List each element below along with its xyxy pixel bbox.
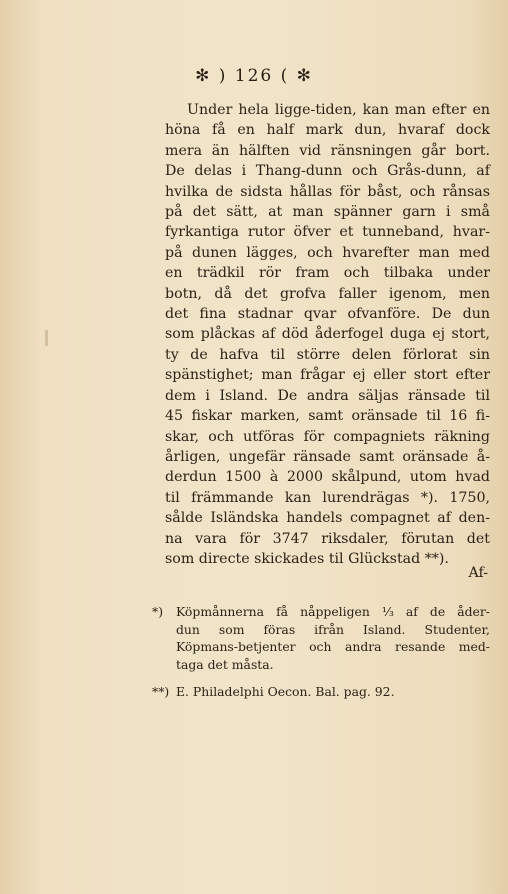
body-line: som plåckas af död åderfogel duga ej stort, [165,326,490,343]
footnote-line: Köpmans-betjenter och andra resande med- [176,639,490,654]
body-line: på dunen lägges, och hvarefter man med [165,244,490,261]
footnote-2 [152,683,490,701]
margin-mark [45,330,48,346]
body-line: skar, och utföras för compagniets räkning [165,428,490,445]
body-line: derdun 1500 à 2000 skålpund, utom hvad [165,469,490,486]
body-line: Under hela ligge-tiden, kan man efter en [187,102,490,118]
catchword: Af- [468,565,488,581]
body-line: ty de hafva til större delen förlorat sin [165,346,490,363]
body-line: mera än hälften vid ränsningen går bort. [165,142,490,159]
body-line: sålde Isländska handels compagnet af den- [165,510,490,527]
body-line: en trädkil rör fram och tilbaka under [165,265,490,282]
body-line: som directe skickades til Glückstad **). [165,550,449,567]
footnote-2-text: E. Philadelphi Oecon. Bal. pag. 92. [176,684,395,699]
body-line: spänstighet; man frågar ej eller stort efter [165,367,490,384]
body-line: det fina stadnar qvar ofvanföre. De dun [165,306,490,323]
body-line: hvilka de sidsta hållas för båst, och rånsas [165,183,490,200]
footnote-line: taga det måsta. [176,656,274,672]
body-text [165,100,490,569]
footnotes [152,603,490,701]
body-line: botn, då det grofva faller igenom, men [165,285,490,302]
body-line: 45 fiskar marken, samt oränsade til 16 fi- [165,408,490,425]
body-line: til främmande kan lurendrägas *). 1750, [165,489,490,506]
footnote-2-mark: **) [152,684,170,699]
footnote-1-mark: *) [152,604,164,619]
page-header: ✻ ) 126 ( ✻ [195,66,313,86]
body-line: dem i Island. De andra säljas ränsade til [165,387,490,404]
footnote-1 [152,603,490,673]
body-line: årligen, ungefär ränsade samt oränsade å- [165,448,490,465]
body-line: höna få en half mark dun, hvaraf dock [165,122,490,139]
footnote-line: dun som föras ifrån Island. Studenter, [176,621,490,637]
body-line: fyrkantiga rutor öfver et tunneband, hvar- [165,224,490,241]
body-line: på det sätt, at man spänner garn i små [165,204,490,221]
body-line: De delas i Thang-dunn och Grås-dunn, af [165,163,490,180]
body-line: na vara för 3747 riksdaler, förutan det [165,530,490,547]
footnote-line: Köpmånnerna få nåppeligen ⅓ af de åder- [176,604,490,619]
